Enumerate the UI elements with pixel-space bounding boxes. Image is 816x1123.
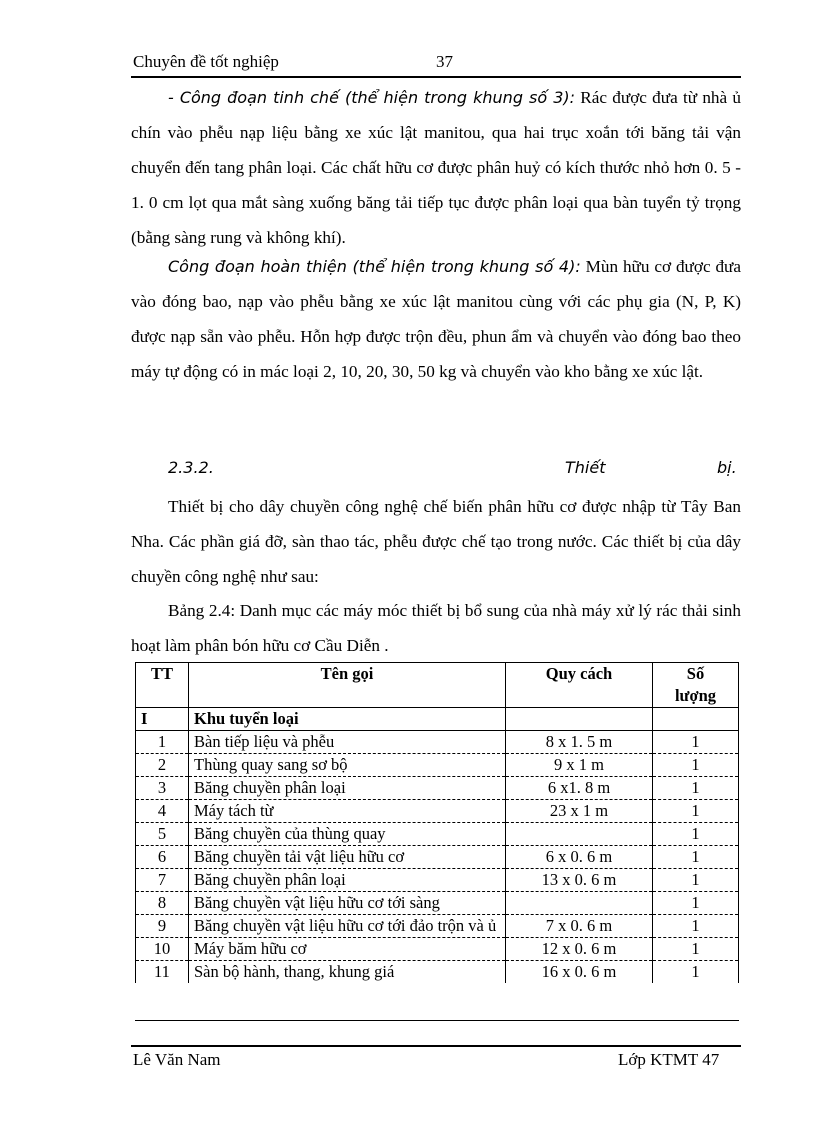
section-spec	[506, 708, 653, 731]
paragraph-lead-italic: Công đoạn hoàn thiện (thể hiện trong khung số 4):	[168, 257, 581, 276]
paragraph-lead-italic: - Công đoạn tinh chế (thể hiện trong khung số 3):	[168, 88, 576, 107]
row-qty: 1	[653, 731, 739, 754]
row-qty: 1	[653, 892, 739, 915]
row-name: Thùng quay sang sơ bộ	[189, 754, 506, 777]
table-bottom-border	[135, 1020, 739, 1021]
row-tt: 2	[136, 754, 189, 777]
table-row	[136, 938, 739, 961]
row-qty: 1	[653, 754, 739, 777]
row-qty: 1	[653, 846, 739, 869]
row-spec: 16 x 0. 6 m	[506, 961, 653, 984]
row-tt: 1	[136, 731, 189, 754]
col-header-spec: Quy cách	[506, 663, 653, 708]
table-row	[136, 800, 739, 823]
row-name: Băng chuyền phân loại	[189, 777, 506, 800]
footer-class: Lớp KTMT 47	[618, 1050, 720, 1069]
row-name: Băng chuyền của thùng quay	[189, 823, 506, 846]
row-spec: 23 x 1 m	[506, 800, 653, 823]
row-qty: 1	[653, 961, 739, 984]
footer-author: Lê Văn Nam	[133, 1050, 221, 1069]
table-row	[136, 869, 739, 892]
paragraph-finishing-stage	[131, 249, 741, 389]
table-row	[136, 731, 739, 754]
row-tt: 7	[136, 869, 189, 892]
section-title-word: bị.	[717, 458, 737, 477]
row-tt: 10	[136, 938, 189, 961]
row-name: Băng chuyền vật liệu hữu cơ tới sàng	[189, 892, 506, 915]
col-header-tt: TT	[136, 663, 189, 708]
section-title-word: Thiết	[565, 458, 606, 477]
paragraph-text: Mùn hữu cơ được đưa vào đóng bao, nạp vào phễu bằng xe xúc lật manitou cùng với các phụ gia (N, P, K) được nạp sẵn vào phễu. Hỗn hợp được trộn đều, phun ẩm và chuyển vào đóng bao theo máy tự động có in mác loại 2, 10, 20, 30, 50 kg và chuyển vào kho bằng xe xúc lật.	[131, 257, 741, 381]
row-qty: 1	[653, 869, 739, 892]
section-name: Khu tuyển loại	[189, 708, 506, 731]
row-spec: 7 x 0. 6 m	[506, 915, 653, 938]
row-spec: 8 x 1. 5 m	[506, 731, 653, 754]
row-tt: 8	[136, 892, 189, 915]
paragraph-equipment: Thiết bị cho dây chuyền công nghệ chế biến phân hữu cơ được nhập từ Tây Ban Nha. Các phần giá đỡ, sàn thao tác, phễu được chế tạo trong nước. Các thiết bị của dây chuyền công nghệ như sau:	[131, 497, 741, 586]
row-spec: 6 x1. 8 m	[506, 777, 653, 800]
row-spec: 13 x 0. 6 m	[506, 869, 653, 892]
row-qty: 1	[653, 800, 739, 823]
table-row	[136, 777, 739, 800]
row-name: Máy tách từ	[189, 800, 506, 823]
row-qty: 1	[653, 915, 739, 938]
row-spec: 9 x 1 m	[506, 754, 653, 777]
table-section-row	[136, 708, 739, 731]
footer-divider	[131, 1045, 741, 1047]
col-header-qty-line1: Số	[686, 664, 705, 683]
row-spec	[506, 823, 653, 846]
header-title: Chuyên đề tốt nghiệp	[133, 52, 279, 71]
col-header-qty	[653, 663, 739, 708]
row-qty: 1	[653, 938, 739, 961]
row-tt: 3	[136, 777, 189, 800]
row-name: Băng chuyền phân loại	[189, 869, 506, 892]
row-qty: 1	[653, 777, 739, 800]
section-number: 2.3.2.	[168, 458, 214, 477]
row-name: Băng chuyền tải vật liệu hữu cơ	[189, 846, 506, 869]
table-row	[136, 823, 739, 846]
table-row	[136, 915, 739, 938]
row-name: Máy băm hữu cơ	[189, 938, 506, 961]
row-tt: 5	[136, 823, 189, 846]
paragraph-text: Rác được đưa từ nhà ủ chín vào phễu nạp liệu bằng xe xúc lật manitou, qua hai trục xoắn tới băng tải vận chuyển đến tang phân loại. Các chất hữu cơ được phân huỷ có kích thước nhỏ hơn 0. 5 - 1. 0 cm lọt qua mắt sàng xuống băng tải tiếp tục được phân loại qua bàn tuyển tỷ trọng (bằng sàng rung và không khí).	[131, 88, 741, 247]
section-tt: I	[136, 708, 189, 731]
row-tt: 11	[136, 961, 189, 984]
row-spec: 6 x 0. 6 m	[506, 846, 653, 869]
row-name: Sàn bộ hành, thang, khung giá	[189, 961, 506, 984]
row-tt: 6	[136, 846, 189, 869]
section-qty	[653, 708, 739, 731]
equipment-table	[135, 662, 739, 983]
paragraph-refining-stage	[131, 80, 741, 255]
row-tt: 9	[136, 915, 189, 938]
row-name: Băng chuyền vật liệu hữu cơ tới đảo trộn và ủ	[189, 915, 506, 938]
row-qty: 1	[653, 823, 739, 846]
row-spec: 12 x 0. 6 m	[506, 938, 653, 961]
col-header-name: Tên gọi	[189, 663, 506, 708]
row-tt: 4	[136, 800, 189, 823]
col-header-qty-line2: lượng	[674, 686, 717, 705]
table-row	[136, 961, 739, 984]
table-row	[136, 892, 739, 915]
table-caption: Bảng 2.4: Danh mục các máy móc thiết bị bổ sung của nhà máy xử lý rác thải sinh hoạt làm phân bón hữu cơ Cầu Diễn .	[131, 601, 741, 655]
row-name: Bàn tiếp liệu và phễu	[189, 731, 506, 754]
page-number: 37	[436, 52, 453, 71]
table-header-row	[136, 663, 739, 708]
header-divider	[131, 76, 741, 78]
section-heading	[131, 458, 741, 482]
table-row	[136, 754, 739, 777]
row-spec	[506, 892, 653, 915]
table-row	[136, 846, 739, 869]
